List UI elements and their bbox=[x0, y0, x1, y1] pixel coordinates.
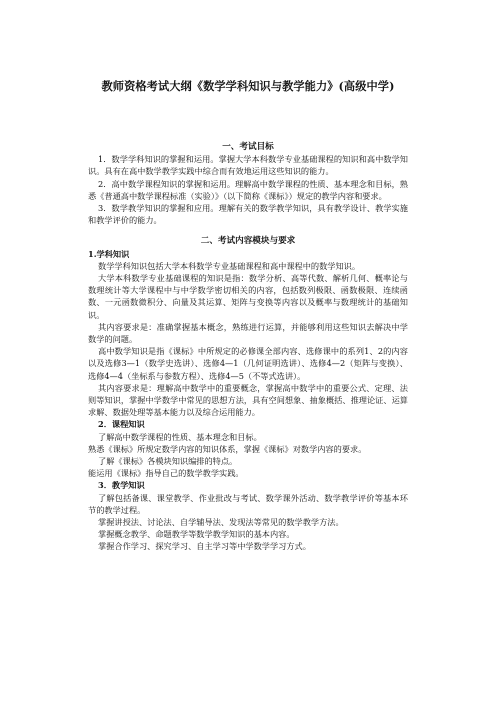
paragraph: 了解高中数学课程的性质、基本理念和目标。 bbox=[98, 431, 262, 442]
paragraph: 掌握讲授法、讨论法、自学辅导法、发现法等常见的数学教学方法。 bbox=[98, 517, 344, 528]
subsection-heading-subject-knowledge: 1.学科知识 bbox=[88, 248, 130, 259]
subsection-heading-curriculum-knowledge: 2．课程知识 bbox=[98, 419, 145, 430]
paragraph: 大学本科数学专业基础课程的知识是指：数学分析、高等代数、解析几何、概率论与数理统计等大学课程中与中学数学密切相关的内容，包括数列极限、函数极限、连续函数、一元函数微积分、向量及其运算、矩阵与变换等内容以及概率与数理统计的基础知识。 bbox=[88, 273, 408, 320]
paragraph: 3．数学教学知识的掌握和应用。理解有关的数学教学知识，具有教学设计、教学实施和教学评价的能力。 bbox=[88, 203, 408, 226]
paragraph: 了解包括备课、课堂教学、作业批改与考试、数学课外活动、数学教学评价等基本环节的教学过程。 bbox=[88, 492, 408, 515]
paragraph: 其内容要求是：准确掌握基本概念，熟练进行运算，并能够利用这些知识去解决中学数学的问题。 bbox=[88, 321, 408, 345]
document-title: 教师资格考试大纲《数学学科知识与教学能力》(高级中学) bbox=[101, 79, 395, 93]
paragraph: 其内容要求是：理解高中数学中的重要概念，掌握高中数学中的重要公式、定理、法则等知识，掌握中学数学中常见的思想方法，具有空间想象、抽象概括、推理论证、运算求解、数据处理等基本能力以及综合运用能力。 bbox=[88, 382, 408, 418]
paragraph: 熟悉《课标》所规定数学内容的知识体系，掌握《课标》对数学内容的要求。 bbox=[88, 443, 367, 454]
paragraph: 掌握概念教学、命题教学等数学教学知识的基本内容。 bbox=[98, 529, 295, 540]
subsection-heading-teaching-knowledge: 3．教学知识 bbox=[98, 480, 145, 491]
paragraph: 数学学科知识包括大学本科数学专业基础课程和高中课程中的数学知识。 bbox=[98, 260, 361, 271]
paragraph: 能运用《课标》指导自己的数学教学实践。 bbox=[88, 468, 244, 479]
paragraph: 1．数学学科知识的掌握和运用。掌握大学本科数学专业基础课程的知识和高中数学知识。具有在高中数学教学实践中综合而有效地运用这些知识的能力。 bbox=[88, 154, 408, 177]
paragraph: 2．高中数学课程知识的掌握和运用。理解高中数学课程的性质、基本理念和目标，熟悉《普通高中数学课程标准（实验）》（以下简称《课标》）规定的教学内容和要求。 bbox=[88, 178, 408, 201]
section-heading-exam-content: 二、考试内容模块与要求 bbox=[200, 236, 296, 247]
section-heading-exam-goals: 一、考试目标 bbox=[222, 142, 274, 152]
document-body bbox=[88, 141, 408, 553]
paragraph: 高中数学知识是指《课标》中所规定的必修课全部内容、选修课中的系列1、2的内容以及选修3—1（数学史选讲）、选修4—1（几何证明选讲）、选修4—2（矩阵与变换）、选修4—4（坐标系与参数方程）、选修4—5（不等式选讲）。 bbox=[88, 346, 408, 381]
paragraph: 掌握合作学习、探究学习、自主学习等中学数学学习方式。 bbox=[98, 541, 311, 552]
paragraph: 了解《课标》各模块知识编排的特点。 bbox=[98, 456, 238, 467]
